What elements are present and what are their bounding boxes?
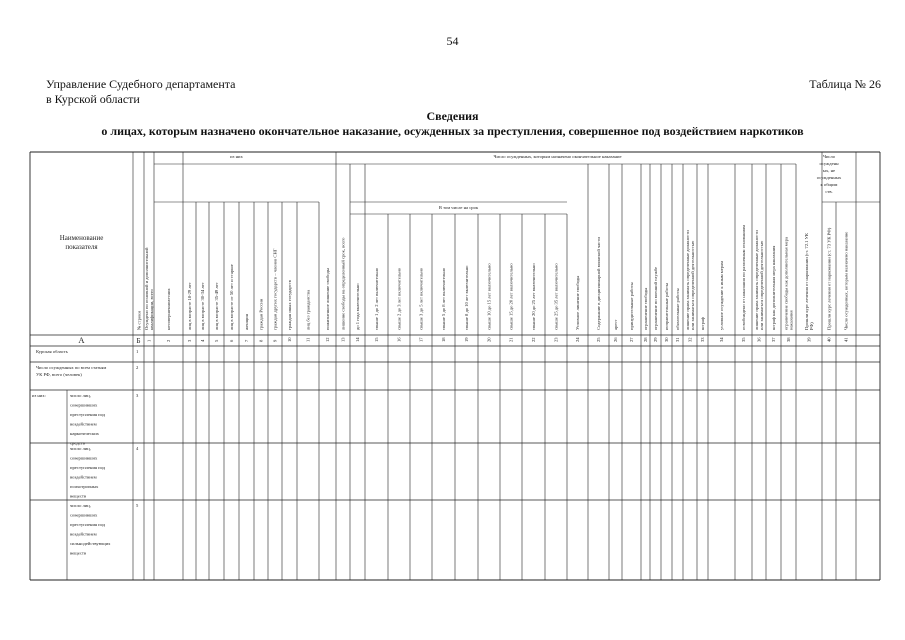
group-label-right: Число <box>822 154 836 159</box>
header-col-33: штраф <box>700 317 705 330</box>
group-label-right: ств. <box>825 189 833 194</box>
col-number-35: 35 <box>741 337 746 342</box>
col-number-30: 30 <box>664 337 669 342</box>
col-letter-a: А <box>78 335 85 345</box>
col-number-40: 40 <box>826 337 832 342</box>
header-col-1: Осуждено по основной и дополнительной <box>144 247 149 330</box>
header-col-9: граждан других государств – членов СНГ <box>272 248 278 330</box>
col-number-25: 25 <box>596 337 601 342</box>
title-line-2: о лицах, которым назначено окончательное наказание, осужденных за преступления, совершенное под воздействием наркотиков <box>101 124 804 138</box>
row-label-4: число лиц, <box>70 446 91 451</box>
col-number-23: 23 <box>553 337 559 342</box>
header-col-40: Прошли курс лечения от наркомании (ст. 73 УК РФ) <box>826 227 832 330</box>
row-label-5: преступления под <box>70 522 106 527</box>
col-number-37: 37 <box>771 337 776 342</box>
header-col-34: условное осуждение к иным мерам <box>719 260 724 330</box>
header-col-25: Содержание в дисциплинарной воинской части <box>596 237 601 330</box>
row-label-3: наркотических <box>70 431 99 436</box>
row-label-3: совершивших <box>70 402 98 408</box>
row-label-5: совершивших <box>70 512 98 518</box>
col-number-34: 34 <box>719 337 724 342</box>
header-col-27: принудительные работы <box>629 282 634 330</box>
header-col-35: освобождено от наказания по различным основаниям <box>741 225 746 330</box>
col-number-9: 9 <box>272 339 278 342</box>
header-name-line-2: показателя <box>65 243 98 251</box>
row-label-1: Курская область <box>36 349 68 354</box>
header-col-32: лишение права занимать определенные должности <box>685 230 690 330</box>
group-label-right: осужденных <box>816 175 842 180</box>
header-col-23: свыше 25 до 35 лет включительно <box>553 263 559 330</box>
col-number-22: 22 <box>531 337 536 342</box>
col-number-39: 39 <box>806 337 812 342</box>
col-number-38: 38 <box>786 337 791 342</box>
col-number-33: 33 <box>700 337 705 342</box>
header-col-8: граждан России <box>258 298 264 330</box>
header-col-19: свыше 8 до 10 лет включительно <box>464 265 469 330</box>
header-name-line-1: Наименование <box>59 234 104 242</box>
col-number-16: 16 <box>396 337 402 342</box>
group-label-right: ых, не <box>822 168 836 173</box>
row-number-4: 4 <box>136 446 139 451</box>
col-number-31: 31 <box>675 337 680 342</box>
header-col-11: лиц без гражданства <box>305 289 311 330</box>
header-col-17: свыше 3 до 5 лет включительно <box>418 267 424 330</box>
header-col-2: несовершеннолетних <box>166 288 171 330</box>
page-number: 54 <box>446 34 459 48</box>
header-col-38: ограничение свободы как дополнительная мера <box>783 236 789 330</box>
col-number-32: 32 <box>687 337 693 342</box>
header-col-24: Условное лишение свободы <box>575 275 580 330</box>
header-col-20: свыше 10 до 15 лет включительно <box>486 263 492 330</box>
header-col-39: РФ) <box>809 322 814 330</box>
row-label-3: средств <box>70 440 85 446</box>
header-col-10: граждан иных государств <box>287 280 292 330</box>
header-col-1: квалификации, всего <box>149 289 154 330</box>
header-col-36: или заниматься определенной деятельностью <box>759 240 764 330</box>
col-number-14: 14 <box>355 337 360 342</box>
header-row-number: № строки <box>136 311 142 330</box>
row-label-3: воздействием <box>70 421 97 427</box>
col-number-17: 17 <box>418 337 424 342</box>
col-number-7: 7 <box>244 339 249 342</box>
col-number-19: 19 <box>464 337 469 342</box>
col-number-41: 41 <box>843 337 849 342</box>
organization-line-1: Управление Судебного департамента <box>46 77 236 91</box>
group-label-main: Число осужденных, которым назначено окончательное наказание <box>493 154 622 159</box>
header-col-31: обязательные работы <box>675 288 680 330</box>
title-line-1: Сведения <box>426 109 479 123</box>
row-label-2: УК РФ, всего (человек) <box>36 372 82 377</box>
col-number-6: 6 <box>229 339 234 342</box>
col-number-1: 1 <box>146 339 152 342</box>
header-col-26: арест <box>613 319 618 330</box>
col-number-12: 12 <box>325 337 330 342</box>
header-col-7: женщин <box>244 313 249 330</box>
header-col-29: ограничение по военной службе <box>653 266 658 330</box>
header-col-3: лиц в возрасте 18-29 лет <box>187 282 192 330</box>
col-number-3: 3 <box>187 339 192 342</box>
header-col-15: свыше 1 до 2 лет включительно <box>374 267 379 330</box>
col-number-28: 28 <box>643 337 648 342</box>
header-col-13: лишение свободы на определенный срок, всего <box>340 237 346 330</box>
header-col-16: свыше 2 до 3 лет включительно <box>396 267 402 330</box>
row-number-1: 1 <box>136 349 139 354</box>
table-number: Таблица № 26 <box>809 77 881 91</box>
header-col-18: свыше 5 до 8 лет включительно <box>441 267 446 330</box>
group-label-iz-nih: из них <box>230 154 243 159</box>
col-number-5: 5 <box>214 339 219 342</box>
row-number-3: 3 <box>136 393 139 398</box>
col-number-13: 13 <box>340 337 346 342</box>
header-col-28: ограничение свободы <box>643 287 648 330</box>
group-label-right: осужденн <box>819 161 839 166</box>
col-number-36: 36 <box>756 337 762 342</box>
col-number-24: 24 <box>575 337 580 342</box>
col-number-8: 8 <box>258 339 264 342</box>
row-label-5: число лиц, <box>70 503 91 508</box>
header-col-14: до 1 года включительно <box>355 283 360 330</box>
row-label-4: совершивших <box>70 455 98 461</box>
row-label-2: Число осужденных по всем статьям <box>36 365 107 370</box>
group-label-srok: В том числе на срок <box>438 205 479 210</box>
row-number-2: 2 <box>136 365 139 370</box>
row-label-5: воздействием <box>70 531 97 537</box>
header-col-5: лиц в возрасте 35-49 лет <box>214 282 219 330</box>
row-label-4: воздействием <box>70 474 97 480</box>
row-label-3: число лиц, <box>70 393 91 398</box>
col-number-27: 27 <box>629 337 634 342</box>
col-number-4: 4 <box>200 339 205 342</box>
row-number-5: 5 <box>136 503 139 508</box>
header-col-21: свыше 15 до 20 лет включительно <box>508 263 514 330</box>
row-prefix: из них: <box>32 393 46 398</box>
col-number-11: 11 <box>305 337 311 342</box>
col-number-10: 10 <box>287 337 292 342</box>
header-col-32: или заниматься определенной деятельностью <box>690 240 695 330</box>
header-col-12: пожизненное лишение свободы <box>325 268 330 330</box>
col-number-26: 26 <box>613 337 618 342</box>
header-col-36: лишение права занимать определенные должности <box>754 230 759 330</box>
header-col-22: свыше 20 до 25 лет включительно <box>531 263 536 330</box>
row-label-4: веществ <box>70 493 87 499</box>
row-label-3: преступления под <box>70 412 106 417</box>
col-number-29: 29 <box>653 337 658 342</box>
col-number-15: 15 <box>374 337 379 342</box>
group-label-right: к общим <box>820 182 838 187</box>
row-label-5: сильнодействующих <box>70 541 111 546</box>
row-label-4: преступления под <box>70 465 106 470</box>
col-number-20: 20 <box>486 337 492 342</box>
header-col-37: штраф как дополнительная мера наказания <box>771 245 776 330</box>
row-label-5: веществ <box>70 550 87 556</box>
col-number-2: 2 <box>166 339 171 342</box>
col-letter-b: Б <box>136 337 141 345</box>
col-number-18: 18 <box>441 337 446 342</box>
header-col-4: лиц в возрасте 30-34 лет <box>200 282 205 330</box>
header-col-6: лиц в возрасте от 50 лет и старше <box>229 264 234 330</box>
header-col-39: Прошли курс лечения от наркомании (ст. 72.1 УК <box>804 233 809 330</box>
row-label-4: психотропных <box>70 484 99 489</box>
organization-line-2: в Курской области <box>46 92 140 106</box>
header-col-41: Число осужденных, которым назначено наказание <box>843 231 849 330</box>
col-number-21: 21 <box>508 337 514 342</box>
header-col-30: исправительные работы <box>664 282 669 330</box>
header-col-38: наказания <box>788 310 794 330</box>
